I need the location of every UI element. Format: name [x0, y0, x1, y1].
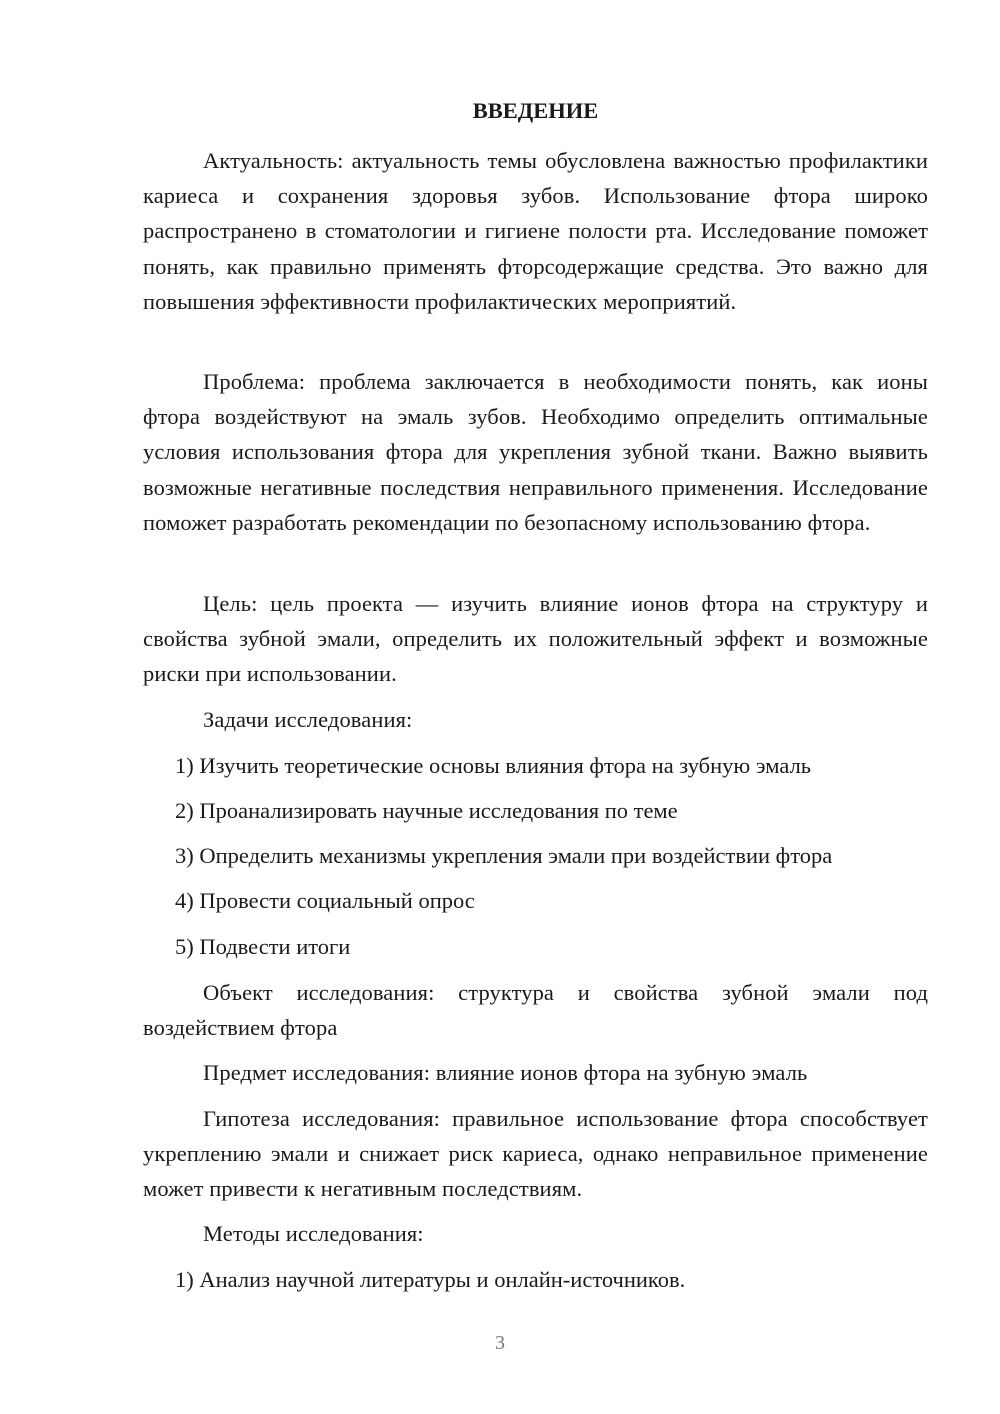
page-title: ВВЕДЕНИЕ	[472, 98, 599, 123]
task-item-4: 4) Провести социальный опрос	[175, 888, 475, 913]
page-number: 3	[495, 1332, 505, 1354]
task-item-2: 2) Проанализировать научные исследования по теме	[175, 798, 678, 823]
hypothesis-paragraph: Гипотеза исследования: правильное использование фтора способствует укреплению эмали и снижает риск кариеса, однако неправильное применение может привести к негативным последствиям.	[143, 1106, 928, 1202]
task-item-3: 3) Определить механизмы укрепления эмали при воздействии фтора	[175, 843, 833, 868]
methods-heading: Методы исследования:	[203, 1221, 424, 1246]
task-item-1: 1) Изучить теоретические основы влияния фтора на зубную эмаль	[175, 753, 812, 778]
task-item-5: 5) Подвести итоги	[175, 934, 351, 959]
problem-paragraph: Проблема: проблема заключается в необходимости понять, как ионы фтора воздействуют на эмаль зубов. Необходимо определить оптимальные условия использования фтора для укрепления зубной ткани. Важно выявить возможные негативные последствия неправильного применения. Исследование поможет разработать рекомендации по безопасному использованию фтора.	[143, 369, 928, 535]
tasks-heading: Задачи исследования:	[203, 707, 413, 732]
subject-paragraph: Предмет исследования: влияние ионов фтора на зубную эмаль	[203, 1060, 808, 1085]
relevance-paragraph: Актуальность: актуальность темы обусловлена важностью профилактики кариеса и сохранения здоровья зубов. Использование фтора широко распространено в стоматологии и гигиене полости рта. Исследование поможет понять, как правильно применять фторсодержащие средства. Это важно для повышения эффективности профилактических мероприятий.	[143, 148, 928, 314]
method-item-1: 1) Анализ научной литературы и онлайн-источников.	[175, 1267, 686, 1292]
goal-paragraph: Цель: цель проекта — изучить влияние ионов фтора на структуру и свойства зубной эмали, определить их положительный эффект и возможные риски при использовании.	[143, 591, 928, 687]
object-paragraph: Объект исследования: структура и свойства зубной эмали под воздействием фтора	[143, 980, 928, 1041]
